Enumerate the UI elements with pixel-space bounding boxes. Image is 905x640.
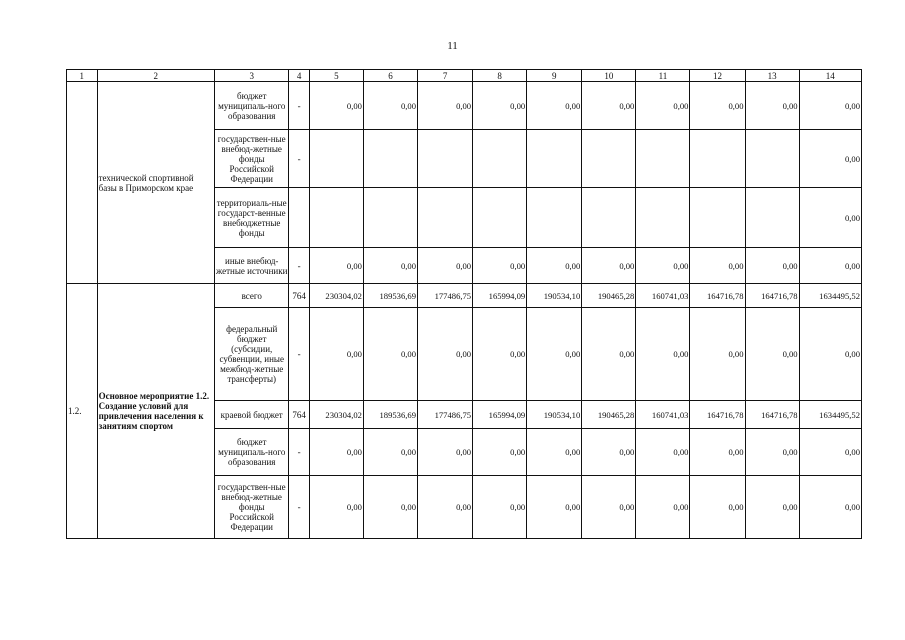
code-cell: - xyxy=(289,476,309,539)
value-cell: 0,00 xyxy=(473,429,527,476)
value-cell: 1634495,52 xyxy=(799,284,861,308)
value-cell: 164716,78 xyxy=(690,401,745,429)
code-cell: 764 xyxy=(289,401,309,429)
funding-source-cell: иные внебюд-жетные источники xyxy=(214,248,288,284)
value-cell: 165994,09 xyxy=(473,284,527,308)
value-cell: 0,00 xyxy=(527,248,582,284)
table-row xyxy=(67,82,862,130)
value-cell xyxy=(363,188,417,248)
value-cell: 0,00 xyxy=(799,476,861,539)
row-number-cell: 1.2. xyxy=(67,284,98,539)
funding-source-cell: бюджет муниципаль-ного образования xyxy=(214,429,288,476)
value-cell: 0,00 xyxy=(799,248,861,284)
header-col-14: 14 xyxy=(799,70,861,82)
value-cell xyxy=(527,188,582,248)
value-cell: 0,00 xyxy=(363,308,417,401)
value-cell: 160741,03 xyxy=(636,401,690,429)
value-cell: 0,00 xyxy=(745,82,799,130)
value-cell xyxy=(582,188,636,248)
value-cell: 0,00 xyxy=(745,308,799,401)
value-cell xyxy=(363,130,417,188)
table-body xyxy=(67,70,862,539)
value-cell: 0,00 xyxy=(636,476,690,539)
value-cell: 0,00 xyxy=(745,248,799,284)
value-cell: 0,00 xyxy=(363,476,417,539)
value-cell: 0,00 xyxy=(527,429,582,476)
value-cell: 0,00 xyxy=(418,248,473,284)
value-cell xyxy=(690,130,745,188)
header-col-5: 5 xyxy=(309,70,363,82)
value-cell: 0,00 xyxy=(527,308,582,401)
value-cell: 0,00 xyxy=(527,476,582,539)
header-col-12: 12 xyxy=(690,70,745,82)
value-cell xyxy=(745,130,799,188)
value-cell: 0,00 xyxy=(582,308,636,401)
value-cell: 190534,10 xyxy=(527,284,582,308)
value-cell: 0,00 xyxy=(799,130,861,188)
budget-table xyxy=(66,69,862,539)
page-number: 11 xyxy=(447,40,458,52)
value-cell: 0,00 xyxy=(418,308,473,401)
value-cell: 0,00 xyxy=(745,476,799,539)
value-cell xyxy=(418,130,473,188)
code-cell xyxy=(289,188,309,248)
value-cell: 164716,78 xyxy=(745,401,799,429)
code-cell: 764 xyxy=(289,284,309,308)
value-cell: 0,00 xyxy=(473,248,527,284)
value-cell: 0,00 xyxy=(690,476,745,539)
value-cell: 0,00 xyxy=(690,248,745,284)
value-cell xyxy=(418,188,473,248)
value-cell: 164716,78 xyxy=(690,284,745,308)
value-cell xyxy=(582,130,636,188)
header-col-2: 2 xyxy=(97,70,214,82)
value-cell: 0,00 xyxy=(309,82,363,130)
value-cell: 230304,02 xyxy=(309,401,363,429)
value-cell xyxy=(636,188,690,248)
value-cell: 177486,75 xyxy=(418,284,473,308)
code-cell: - xyxy=(289,130,309,188)
code-cell: - xyxy=(289,248,309,284)
funding-source-cell: федеральный бюджет (субсидии, субвенции, иные межбюд-жетные трансферты) xyxy=(214,308,288,401)
value-cell: 0,00 xyxy=(582,82,636,130)
value-cell: 189536,69 xyxy=(363,284,417,308)
value-cell: 165994,09 xyxy=(473,401,527,429)
value-cell xyxy=(527,130,582,188)
header-col-9: 9 xyxy=(527,70,582,82)
value-cell: 0,00 xyxy=(799,429,861,476)
value-cell: 0,00 xyxy=(799,188,861,248)
value-cell: 0,00 xyxy=(363,248,417,284)
header-col-1: 1 xyxy=(67,70,98,82)
value-cell: 0,00 xyxy=(473,308,527,401)
funding-source-cell: государствен-ные внебюд-жетные фонды Российской Федерации xyxy=(214,476,288,539)
value-cell: 0,00 xyxy=(418,82,473,130)
value-cell: 160741,03 xyxy=(636,284,690,308)
value-cell: 0,00 xyxy=(636,308,690,401)
value-cell: 0,00 xyxy=(418,429,473,476)
header-col-10: 10 xyxy=(582,70,636,82)
value-cell: 0,00 xyxy=(636,429,690,476)
value-cell: 1634495,52 xyxy=(799,401,861,429)
value-cell xyxy=(690,188,745,248)
value-cell: 0,00 xyxy=(582,429,636,476)
value-cell: 164716,78 xyxy=(745,284,799,308)
value-cell: 190465,28 xyxy=(582,284,636,308)
header-col-4: 4 xyxy=(289,70,309,82)
value-cell: 0,00 xyxy=(690,429,745,476)
funding-source-cell: бюджет муниципаль-ного образования xyxy=(214,82,288,130)
value-cell: 0,00 xyxy=(363,429,417,476)
value-cell: 0,00 xyxy=(582,248,636,284)
header-col-13: 13 xyxy=(745,70,799,82)
code-cell: - xyxy=(289,82,309,130)
value-cell: 0,00 xyxy=(636,82,690,130)
value-cell: 0,00 xyxy=(690,308,745,401)
table-row xyxy=(67,284,862,308)
funding-source-cell: территориаль-ные государст-венные внебюджетные фонды xyxy=(214,188,288,248)
value-cell: 0,00 xyxy=(527,82,582,130)
value-cell: 0,00 xyxy=(799,308,861,401)
value-cell: 0,00 xyxy=(418,476,473,539)
value-cell: 230304,02 xyxy=(309,284,363,308)
value-cell: 0,00 xyxy=(309,308,363,401)
value-cell xyxy=(309,188,363,248)
value-cell: 0,00 xyxy=(309,248,363,284)
header-row xyxy=(67,70,862,82)
value-cell: 0,00 xyxy=(473,476,527,539)
header-col-6: 6 xyxy=(363,70,417,82)
value-cell xyxy=(473,188,527,248)
value-cell: 190534,10 xyxy=(527,401,582,429)
value-cell xyxy=(745,188,799,248)
row-number-cell xyxy=(67,82,98,284)
header-col-7: 7 xyxy=(418,70,473,82)
description-cell: технической спортивной базы в Приморском крае xyxy=(97,82,214,284)
header-col-11: 11 xyxy=(636,70,690,82)
funding-source-cell: всего xyxy=(214,284,288,308)
value-cell xyxy=(309,130,363,188)
value-cell: 0,00 xyxy=(363,82,417,130)
value-cell xyxy=(636,130,690,188)
value-cell xyxy=(473,130,527,188)
code-cell: - xyxy=(289,308,309,401)
value-cell: 0,00 xyxy=(799,82,861,130)
value-cell: 0,00 xyxy=(309,476,363,539)
code-cell: - xyxy=(289,429,309,476)
value-cell: 0,00 xyxy=(582,476,636,539)
value-cell: 0,00 xyxy=(473,82,527,130)
value-cell: 177486,75 xyxy=(418,401,473,429)
value-cell: 0,00 xyxy=(745,429,799,476)
value-cell: 0,00 xyxy=(690,82,745,130)
value-cell: 189536,69 xyxy=(363,401,417,429)
value-cell: 190465,28 xyxy=(582,401,636,429)
funding-source-cell: краевой бюджет xyxy=(214,401,288,429)
funding-source-cell: государствен-ные внебюд-жетные фонды Российской Федерации xyxy=(214,130,288,188)
header-col-3: 3 xyxy=(214,70,288,82)
activity-title-cell: Основное мероприятие 1.2. Создание условий для привлечения населения к занятиям спортом xyxy=(97,284,214,539)
value-cell: 0,00 xyxy=(309,429,363,476)
value-cell: 0,00 xyxy=(636,248,690,284)
header-col-8: 8 xyxy=(473,70,527,82)
